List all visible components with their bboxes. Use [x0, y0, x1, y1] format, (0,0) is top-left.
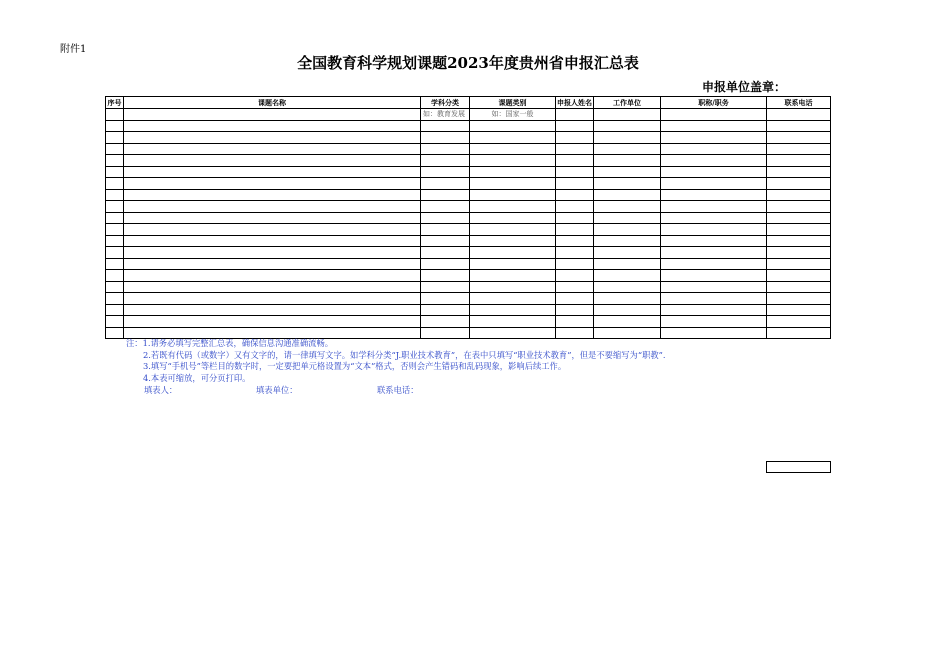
- table-row: [106, 258, 831, 270]
- table-cell[interactable]: [421, 120, 470, 132]
- header-title: 职称/职务: [661, 97, 767, 109]
- table-cell[interactable]: [124, 316, 421, 328]
- table-cell[interactable]: [661, 109, 767, 121]
- table-cell[interactable]: [661, 327, 767, 339]
- table-cell[interactable]: [767, 109, 831, 121]
- example-discipline[interactable]: 如：教育发展: [421, 109, 470, 121]
- table-cell[interactable]: [767, 235, 831, 247]
- table-row: [106, 235, 831, 247]
- table-row: [106, 327, 831, 339]
- table-cell[interactable]: [556, 293, 594, 305]
- header-discipline: 学科分类: [421, 97, 470, 109]
- table-cell[interactable]: [124, 224, 421, 236]
- table-cell[interactable]: [421, 224, 470, 236]
- table-cell[interactable]: [470, 212, 556, 224]
- table-cell[interactable]: [594, 293, 661, 305]
- table-cell[interactable]: [594, 258, 661, 270]
- table-cell[interactable]: [470, 155, 556, 167]
- table-cell[interactable]: [661, 247, 767, 259]
- table-cell[interactable]: [661, 258, 767, 270]
- table-cell[interactable]: [470, 189, 556, 201]
- table-cell[interactable]: [124, 258, 421, 270]
- header-workplace: 工作单位: [594, 97, 661, 109]
- table-cell[interactable]: [661, 166, 767, 178]
- table-cell[interactable]: [421, 189, 470, 201]
- table-cell[interactable]: [594, 201, 661, 213]
- table-cell[interactable]: [594, 270, 661, 282]
- table-cell[interactable]: [421, 281, 470, 293]
- table-cell[interactable]: [767, 132, 831, 144]
- table-cell[interactable]: [421, 235, 470, 247]
- table-cell[interactable]: [661, 235, 767, 247]
- table-cell[interactable]: [421, 316, 470, 328]
- table-cell[interactable]: [470, 166, 556, 178]
- table-cell[interactable]: [124, 178, 421, 190]
- table-cell[interactable]: [421, 166, 470, 178]
- table-cell[interactable]: [556, 212, 594, 224]
- table-cell[interactable]: [594, 166, 661, 178]
- table-cell[interactable]: [556, 120, 594, 132]
- table-cell[interactable]: [124, 247, 421, 259]
- table-cell[interactable]: [106, 281, 124, 293]
- table-cell[interactable]: [106, 235, 124, 247]
- table-cell[interactable]: [106, 166, 124, 178]
- table-cell[interactable]: [594, 109, 661, 121]
- table-row: [106, 212, 831, 224]
- note-3: 3.填写“手机号”等栏目的数字时，一定要把单元格设置为“文本”格式，否则会产生错码和乱码现象，影响后续工作。: [143, 361, 567, 371]
- table-cell[interactable]: [594, 212, 661, 224]
- table-cell[interactable]: [470, 143, 556, 155]
- table-cell[interactable]: [661, 316, 767, 328]
- header-applicant: 申报人姓名: [557, 97, 592, 107]
- table-cell[interactable]: [594, 247, 661, 259]
- table-cell[interactable]: [767, 166, 831, 178]
- table-cell[interactable]: [470, 270, 556, 282]
- table-cell[interactable]: [421, 327, 470, 339]
- table-row: [106, 132, 831, 144]
- table-cell[interactable]: [421, 132, 470, 144]
- table-cell[interactable]: [124, 109, 421, 121]
- table-row: [106, 304, 831, 316]
- table-cell[interactable]: [594, 235, 661, 247]
- page-title: 全国教育科学规划课题2023年度贵州省申报汇总表: [297, 54, 639, 72]
- table-cell[interactable]: [556, 143, 594, 155]
- table-cell[interactable]: [470, 281, 556, 293]
- table-cell[interactable]: [556, 258, 594, 270]
- table-cell[interactable]: [106, 132, 124, 144]
- table-cell[interactable]: [556, 270, 594, 282]
- table-cell[interactable]: [594, 281, 661, 293]
- table-cell[interactable]: [106, 316, 124, 328]
- table-cell[interactable]: [767, 189, 831, 201]
- table-cell[interactable]: [661, 304, 767, 316]
- table-cell[interactable]: [767, 247, 831, 259]
- table-cell[interactable]: [661, 132, 767, 144]
- table-cell[interactable]: [661, 201, 767, 213]
- seal-label: 申报单位盖章：: [701, 80, 786, 94]
- table-cell[interactable]: [470, 293, 556, 305]
- table-cell[interactable]: [594, 155, 661, 167]
- table-cell[interactable]: [594, 224, 661, 236]
- table-cell[interactable]: [661, 120, 767, 132]
- table-cell[interactable]: [594, 189, 661, 201]
- table-cell[interactable]: [767, 293, 831, 305]
- table-cell[interactable]: [556, 224, 594, 236]
- footer-box: [766, 461, 831, 473]
- table-cell[interactable]: [421, 270, 470, 282]
- table-cell[interactable]: [124, 155, 421, 167]
- table-cell[interactable]: [421, 304, 470, 316]
- table-cell[interactable]: [594, 304, 661, 316]
- note-1: 注：1.请务必填写完整汇总表，确保信息沟通准确流畅。: [126, 338, 334, 348]
- table-cell[interactable]: [594, 316, 661, 328]
- table-cell[interactable]: [767, 201, 831, 213]
- table-cell[interactable]: [106, 224, 124, 236]
- header-topic: 课题名称: [124, 97, 421, 109]
- table-cell[interactable]: [556, 155, 594, 167]
- table-cell[interactable]: [124, 235, 421, 247]
- table-cell[interactable]: [124, 293, 421, 305]
- table-cell[interactable]: [421, 247, 470, 259]
- table-cell[interactable]: [106, 258, 124, 270]
- table-cell[interactable]: [106, 178, 124, 190]
- table-cell[interactable]: [556, 316, 594, 328]
- table-row: [106, 270, 831, 282]
- table-cell[interactable]: [124, 212, 421, 224]
- table-cell[interactable]: [421, 212, 470, 224]
- table-row: [106, 143, 831, 155]
- table-cell[interactable]: [124, 304, 421, 316]
- filler-person: 填表人：: [144, 385, 178, 395]
- table-cell[interactable]: [421, 258, 470, 270]
- table-cell[interactable]: [106, 270, 124, 282]
- attachment-label: 附件1: [60, 44, 87, 55]
- table-cell[interactable]: [556, 235, 594, 247]
- table-row: [106, 166, 831, 178]
- table-cell[interactable]: [470, 178, 556, 190]
- table-cell[interactable]: [421, 293, 470, 305]
- table-cell[interactable]: [124, 327, 421, 339]
- table-cell[interactable]: [661, 143, 767, 155]
- table-cell[interactable]: [556, 304, 594, 316]
- table-cell[interactable]: [124, 201, 421, 213]
- table-cell[interactable]: [767, 270, 831, 282]
- table-cell[interactable]: [661, 270, 767, 282]
- table-cell[interactable]: [767, 120, 831, 132]
- table-row: [106, 178, 831, 190]
- table-cell[interactable]: [470, 120, 556, 132]
- header-index: 序号: [107, 97, 122, 107]
- table-cell[interactable]: [106, 293, 124, 305]
- table-cell[interactable]: [470, 224, 556, 236]
- table-cell[interactable]: [106, 327, 124, 339]
- note-4: 4.本表可缩放，可分页打印。: [143, 372, 251, 383]
- filler-phone: 联系电话：: [377, 385, 419, 395]
- table-cell[interactable]: [661, 224, 767, 236]
- filler-unit: 填表单位：: [256, 385, 298, 395]
- table-cell[interactable]: [594, 327, 661, 339]
- table-cell[interactable]: [594, 120, 661, 132]
- table-cell[interactable]: [767, 178, 831, 190]
- table-row: [106, 316, 831, 328]
- table-cell[interactable]: [470, 258, 556, 270]
- table-cell[interactable]: [767, 327, 831, 339]
- table-cell[interactable]: [767, 212, 831, 224]
- table-cell[interactable]: [661, 212, 767, 224]
- table-cell[interactable]: [470, 316, 556, 328]
- table-cell[interactable]: [661, 281, 767, 293]
- table-cell[interactable]: [421, 155, 470, 167]
- table-row: [106, 201, 831, 213]
- table-cell[interactable]: [106, 155, 124, 167]
- table-cell[interactable]: [767, 143, 831, 155]
- table-cell[interactable]: [470, 132, 556, 144]
- table-row: [106, 120, 831, 132]
- table-cell[interactable]: [470, 304, 556, 316]
- header-category: 课题类别: [470, 97, 556, 109]
- table-cell[interactable]: [124, 143, 421, 155]
- table-cell[interactable]: [767, 258, 831, 270]
- table-cell[interactable]: [421, 201, 470, 213]
- table-cell[interactable]: [556, 201, 594, 213]
- table-cell[interactable]: [556, 327, 594, 339]
- table-row: [106, 189, 831, 201]
- table-cell[interactable]: [106, 189, 124, 201]
- table-cell[interactable]: [594, 143, 661, 155]
- table-cell[interactable]: [470, 327, 556, 339]
- table-cell[interactable]: [124, 166, 421, 178]
- table-cell[interactable]: [767, 224, 831, 236]
- table-cell[interactable]: [661, 293, 767, 305]
- table-row: [106, 247, 831, 259]
- table-cell[interactable]: [124, 270, 421, 282]
- table-cell[interactable]: [106, 143, 124, 155]
- table-cell[interactable]: [767, 155, 831, 167]
- table-cell[interactable]: [421, 178, 470, 190]
- table-cell[interactable]: [470, 201, 556, 213]
- table-cell[interactable]: [661, 178, 767, 190]
- table-cell[interactable]: [124, 281, 421, 293]
- table-cell[interactable]: [470, 235, 556, 247]
- note-2: 2.若既有代码（或数字）又有文字的，请一律填写文字。如学科分类“J.职业技术教育”，在表中只填写“职业技术教育”，但是不要缩写为“职教”.: [143, 349, 666, 360]
- example-category[interactable]: 如：国家一般: [470, 109, 556, 121]
- table-row: [106, 155, 831, 167]
- summary-table: [105, 96, 831, 339]
- table-cell[interactable]: [556, 281, 594, 293]
- table-cell[interactable]: [556, 189, 594, 201]
- table-cell[interactable]: [124, 132, 421, 144]
- table-cell[interactable]: [767, 304, 831, 316]
- table-row-example: [106, 109, 831, 121]
- table-cell[interactable]: [767, 281, 831, 293]
- table-header-row: [106, 97, 831, 109]
- header-phone: 联系电话: [767, 97, 831, 109]
- table-cell[interactable]: [106, 304, 124, 316]
- table-row: [106, 293, 831, 305]
- table-cell[interactable]: [124, 120, 421, 132]
- table-cell[interactable]: [556, 247, 594, 259]
- table-cell[interactable]: [556, 178, 594, 190]
- table-cell[interactable]: [661, 189, 767, 201]
- table-cell[interactable]: [470, 247, 556, 259]
- table-row: [106, 281, 831, 293]
- table-cell[interactable]: [594, 132, 661, 144]
- table-cell[interactable]: [556, 132, 594, 144]
- table-cell[interactable]: [106, 247, 124, 259]
- table-cell[interactable]: [106, 109, 124, 121]
- notes-block: [126, 338, 666, 384]
- table-row: [106, 224, 831, 236]
- table-cell[interactable]: [556, 109, 594, 121]
- table-cell[interactable]: [594, 178, 661, 190]
- table-cell[interactable]: [106, 201, 124, 213]
- table-cell[interactable]: [556, 166, 594, 178]
- table-cell[interactable]: [124, 189, 421, 201]
- table-cell[interactable]: [421, 143, 470, 155]
- table-cell[interactable]: [767, 316, 831, 328]
- table-cell[interactable]: [106, 120, 124, 132]
- table-cell[interactable]: [661, 155, 767, 167]
- table-cell[interactable]: [106, 212, 124, 224]
